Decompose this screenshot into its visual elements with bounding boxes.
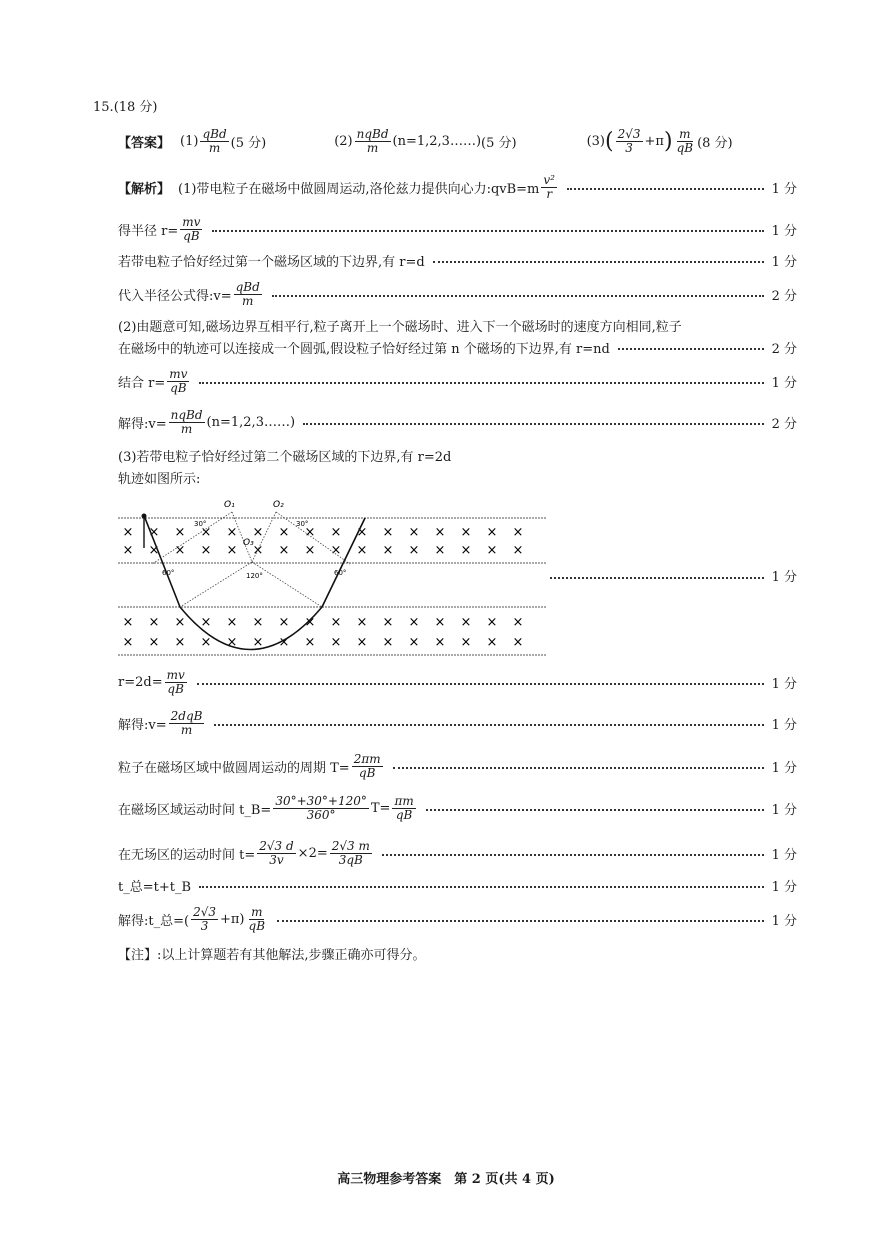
radius-line xyxy=(180,562,252,607)
field-cross: × xyxy=(304,615,316,630)
score: 2 分 xyxy=(771,341,797,357)
answer-p3-score: (8 分) xyxy=(697,135,733,151)
field-cross: × xyxy=(512,543,524,558)
field-cross: × xyxy=(434,525,446,540)
field-cross: × xyxy=(304,525,316,540)
score: 1 分 xyxy=(771,760,797,776)
score: 2 分 xyxy=(771,416,797,432)
field-cross: × xyxy=(486,615,498,630)
field-cross: × xyxy=(148,635,160,650)
field-cross: × xyxy=(278,525,290,540)
field-cross: × xyxy=(278,543,290,558)
analysis2-line-6: 解得:t_总=( $\frac{2√3}{3}$ +π) $\frac{m}{qB}$ 1 分 xyxy=(118,904,797,933)
field-cross: × xyxy=(486,543,498,558)
score: 1 分 xyxy=(771,181,797,197)
answer-p1-score: (5 分) xyxy=(230,135,267,151)
field-cross: × xyxy=(122,543,134,558)
analysis-line-5: 在磁场中的轨迹可以连接成一个圆弧,假设粒子恰好经过第 n 个磁场的下边界,有 r=nd 2 分 xyxy=(118,330,797,364)
field-cross: × xyxy=(174,615,186,630)
score: 1 分 xyxy=(771,802,797,818)
field-cross: × xyxy=(148,615,160,630)
field-cross: × xyxy=(330,543,342,558)
field-cross: × xyxy=(330,635,342,650)
field-cross: × xyxy=(148,525,160,540)
answer-p3-frac-b: $\frac{m}{qB}$ xyxy=(676,127,694,155)
analysis-tag: 【解析】 xyxy=(118,181,171,197)
field-cross: × xyxy=(226,635,238,650)
analysis2-line-4: 在无场区的运动时间 t= $\frac{2√3 d}{3v}$ ×2= $\frac{2√3 m}{3qB}$ 1 分 xyxy=(118,838,797,867)
radius-line xyxy=(152,512,232,564)
angle-label: 120° xyxy=(246,572,263,580)
answer-tag: 【答案】 xyxy=(118,135,171,151)
field-cross: × xyxy=(122,615,134,630)
field-cross: × xyxy=(252,635,264,650)
field-cross: × xyxy=(356,525,368,540)
field-cross: × xyxy=(226,525,238,540)
field-cross: × xyxy=(200,615,212,630)
answer-line xyxy=(118,128,733,154)
answer-p1-label: (1) xyxy=(180,133,199,149)
score: 1 分 xyxy=(771,879,797,895)
angle-label: 30° xyxy=(194,520,207,528)
figure-score-line xyxy=(550,566,797,585)
field-cross: × xyxy=(252,525,264,540)
field-cross: × xyxy=(200,543,212,558)
field-cross: × xyxy=(122,525,134,540)
answer-p3-label: (3) xyxy=(586,133,606,149)
label-o2: O₂ xyxy=(273,500,284,510)
label-o3: O₃ xyxy=(243,538,254,548)
answer-p3-frac-a: $\frac{2√3}{3}$ xyxy=(617,127,641,155)
leader-dots xyxy=(197,683,764,685)
trajectory-figure xyxy=(110,492,550,664)
angle-label: 60° xyxy=(162,569,175,577)
field-cross: × xyxy=(486,525,498,540)
score: 1 分 xyxy=(771,717,797,733)
field-cross: × xyxy=(460,543,472,558)
score: 1 分 xyxy=(771,570,797,585)
field-cross: × xyxy=(304,635,316,650)
field-cross: × xyxy=(382,635,394,650)
field-cross: × xyxy=(304,543,316,558)
label-o1: O₁ xyxy=(224,500,235,510)
field-cross: × xyxy=(226,615,238,630)
answer-p3-paren-left: ( xyxy=(605,128,614,154)
field-cross: × xyxy=(434,635,446,650)
magnetic-field-crosses xyxy=(123,525,524,650)
leader-dots xyxy=(618,348,764,350)
field-cross: × xyxy=(200,525,212,540)
field-cross: × xyxy=(148,543,160,558)
field-cross: × xyxy=(512,615,524,630)
field-cross: × xyxy=(174,543,186,558)
answer-p3-paren-right: ) xyxy=(663,128,673,154)
field-cross: × xyxy=(512,635,524,650)
analysis2-line-2: 粒子在磁场区域中做圆周运动的周期 T= $\frac{2\pi m}{qB}$ 1 分 xyxy=(118,751,797,780)
leader-dots xyxy=(303,423,764,425)
field-cross: × xyxy=(486,635,498,650)
score: 1 分 xyxy=(771,913,797,929)
leader-dots xyxy=(272,295,764,297)
field-cross: × xyxy=(408,525,420,540)
score: 2 分 xyxy=(771,288,797,304)
analysis-line-8: (3)若带电粒子恰好经过第二个磁场区域的下边界,有 r=2d xyxy=(118,449,452,465)
field-cross: × xyxy=(408,635,420,650)
analysis-line-1: 得半径 r= $\frac{mv}{qB}$ 1 分 xyxy=(118,214,797,243)
analysis2-line-5: t_总=t+t_B 1 分 xyxy=(118,868,797,902)
score: 1 分 xyxy=(771,847,797,863)
answer-p1-frac: $\frac{\text{qBd}}{m}$ xyxy=(202,127,227,155)
leader-dots xyxy=(567,188,764,190)
leader-dots xyxy=(393,767,764,769)
leader-dots xyxy=(550,577,764,579)
leader-dots xyxy=(277,920,764,922)
leader-dots xyxy=(426,809,764,811)
analysis2-line-0: r=2d= $\frac{mv}{qB}$ 1 分 xyxy=(118,667,797,696)
field-cross: × xyxy=(252,615,264,630)
analysis-line-6: 结合 r= $\frac{mv}{qB}$ 1 分 xyxy=(118,366,797,395)
score: 1 分 xyxy=(771,375,797,391)
radius-line xyxy=(252,562,322,607)
analysis2-line-1: 解得:v= $\frac{\text{2dqB}}{m}$ 1 分 xyxy=(118,708,797,737)
problem-points: (18 分) xyxy=(113,100,158,115)
field-cross: × xyxy=(408,543,420,558)
field-cross: × xyxy=(512,525,524,540)
leader-dots xyxy=(199,382,763,384)
field-cross: × xyxy=(408,615,420,630)
field-cross: × xyxy=(434,615,446,630)
analysis-line-7: 解得:v= $\frac{\text{nqBd}}{m}$ (n=1,2,3……) 2 分 xyxy=(118,407,797,436)
analysis-line-0: 【解析】 (1)带电粒子在磁场中做圆周运动,洛伦兹力提供向心力:qvB=m $\frac{\text{v²}}{r}$ 1 分 xyxy=(118,172,797,201)
field-cross: × xyxy=(356,635,368,650)
angle-label: 30° xyxy=(296,520,309,528)
field-cross: × xyxy=(330,615,342,630)
entry-point xyxy=(142,514,147,519)
analysis2-line-3: 在磁场区域运动时间 t_B= $\frac{30^\circ+30^\circ+120^\circ}{360^\circ}$ T= $\frac{\pi m}{qB}$ 1 分 xyxy=(118,793,797,822)
answer-p2-frac: $\frac{\text{nqBd}}{m}$ xyxy=(356,127,389,155)
answer-p3-plus-pi: +π xyxy=(644,133,664,149)
analysis-line-2: 若带电粒子恰好经过第一个磁场区域的下边界,有 r=d 1 分 xyxy=(118,243,797,277)
field-cross: × xyxy=(382,543,394,558)
field-cross: × xyxy=(382,525,394,540)
field-cross: × xyxy=(460,525,472,540)
score: 1 分 xyxy=(771,223,797,239)
field-cross: × xyxy=(330,525,342,540)
field-cross: × xyxy=(278,615,290,630)
field-cross: × xyxy=(252,543,264,558)
field-cross: × xyxy=(122,635,134,650)
analysis-line-3: 代入半径公式得:v= $\frac{\text{qBd}}{m}$ 2 分 xyxy=(118,279,797,308)
note: 【注】:以上计算题若有其他解法,步骤正确亦可得分。 xyxy=(118,948,426,963)
leader-dots xyxy=(382,854,764,856)
field-cross: × xyxy=(226,543,238,558)
score: 1 分 xyxy=(771,676,797,692)
answer-p2-score: (5 分) xyxy=(481,135,517,151)
answer-p2-cond: (n=1,2,3……) xyxy=(392,133,482,149)
leader-dots xyxy=(212,230,763,232)
leader-dots xyxy=(214,724,763,726)
analysis-line-4: (2)由题意可知,磁场边界互相平行,粒子离开上一个磁场时、进入下一个磁场时的速度方向相同,粒子 xyxy=(118,319,682,335)
field-cross: × xyxy=(356,543,368,558)
problem-header xyxy=(93,96,158,115)
page-footer: 高三物理参考答案 第 2 页(共 4 页) xyxy=(337,1172,555,1187)
field-cross: × xyxy=(460,635,472,650)
angle-label: 60° xyxy=(334,569,347,577)
score: 1 分 xyxy=(771,254,797,270)
field-cross: × xyxy=(356,615,368,630)
answer-p2-label: (2) xyxy=(334,133,353,149)
leader-dots xyxy=(199,886,764,888)
problem-number: 15. xyxy=(93,100,114,115)
field-cross: × xyxy=(460,615,472,630)
leader-dots xyxy=(433,261,764,263)
field-cross: × xyxy=(174,635,186,650)
field-cross: × xyxy=(434,543,446,558)
field-cross: × xyxy=(174,525,186,540)
field-cross: × xyxy=(200,635,212,650)
field-cross: × xyxy=(278,635,290,650)
field-cross: × xyxy=(382,615,394,630)
analysis-line-9: 轨迹如图所示: xyxy=(118,471,201,487)
